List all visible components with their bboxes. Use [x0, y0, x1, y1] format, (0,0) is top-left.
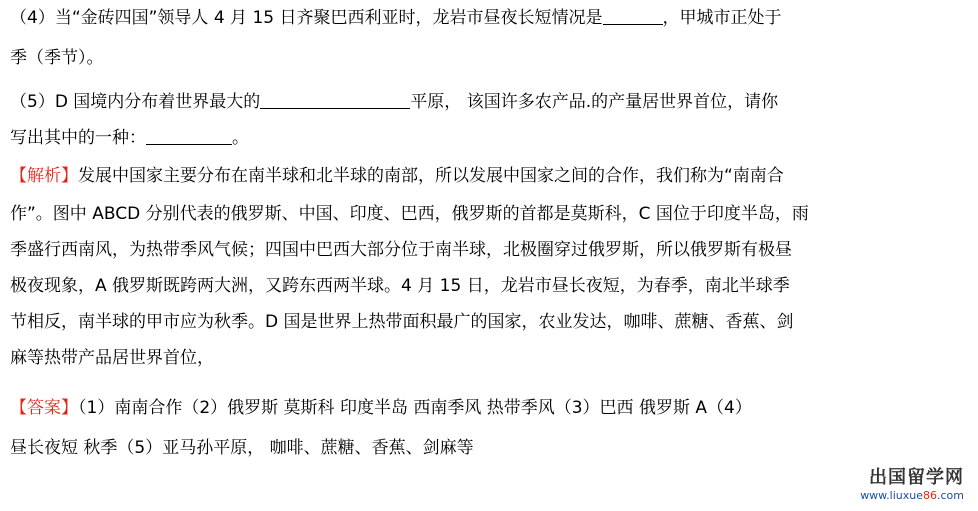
analysis-line-5	[10, 304, 794, 340]
question-5-prompt: 写出其中的一种：	[10, 128, 146, 148]
analysis-line-2	[10, 196, 809, 232]
analysis-text: 极夜现象，A 俄罗斯既跨两大洲，又跨东西两半球。4 月 15 日，龙岩市昼长夜短，为春季，南北半球季	[10, 276, 790, 296]
analysis-text: 发展中国家主要分布在南半球和北半球的南部，所以发展中国家之间的合作，我们称为“南南合	[78, 166, 784, 186]
analysis-line-3	[10, 232, 792, 268]
question-5-text-continued: 平原， 该国许多农产品.的产量居世界首位，请你	[410, 92, 779, 112]
answer-text: （1）南南合作（2）俄罗斯 莫斯科 印度半岛 西南季风 热带季风（3）巴西 俄罗斯 A（4）	[78, 398, 752, 418]
answer-blank	[260, 90, 410, 109]
analysis-line-1	[10, 158, 784, 194]
watermark-url-prefix: www.liuxue	[860, 489, 923, 502]
watermark-url	[834, 489, 964, 503]
question-4-season-text: 季（季节）。	[10, 48, 104, 68]
question-4-line-2	[10, 40, 104, 76]
site-watermark	[834, 467, 964, 503]
analysis-text: 作”。图中 ABCD 分别代表的俄罗斯、中国、印度、巴西，俄罗斯的首都是莫斯科，C 国位于印度半岛，雨	[10, 204, 809, 224]
answer-line-1	[10, 390, 752, 426]
analysis-text: 麻等热带产品居世界首位，	[10, 348, 214, 368]
answer-label: 【答案】	[10, 398, 78, 418]
question-5-text: （5）D 国境内分布着世界最大的	[10, 92, 261, 112]
answer-line-2	[10, 430, 474, 466]
analysis-line-6	[10, 340, 214, 376]
answer-text: 昼长夜短 秋季（5）亚马孙平原， 咖啡、蔗糖、香蕉、剑麻等	[10, 438, 474, 458]
analysis-text: 季盛行西南风，为热带季风气候；四国中巴西大部分位于南半球，北极圈穿过俄罗斯，所以俄罗斯有极昼	[10, 240, 792, 260]
watermark-title: 出国留学网	[869, 467, 964, 488]
answer-blank	[146, 126, 232, 145]
answer-blank	[603, 6, 663, 25]
question-5-line-1	[10, 84, 778, 120]
question-5-end: 。	[232, 128, 249, 148]
analysis-text: 节相反，南半球的甲市应为秋季。D 国是世界上热带面积最广的国家，农业发达，咖啡、蔗糖、香蕉、剑	[10, 312, 794, 332]
question-4-text: （4）当“金砖四国”领导人 4 月 15 日齐聚巴西利亚时，龙岩市昼夜长短情况是	[10, 8, 603, 28]
watermark-url-suffix: .com	[937, 489, 964, 502]
question-4-line-1	[10, 0, 782, 36]
question-4-text-continued: ，甲城市正处于	[662, 8, 782, 28]
analysis-label: 【解析】	[10, 166, 78, 186]
question-5-line-2	[10, 120, 249, 156]
analysis-line-4	[10, 268, 790, 304]
watermark-url-accent: 86	[923, 489, 937, 502]
